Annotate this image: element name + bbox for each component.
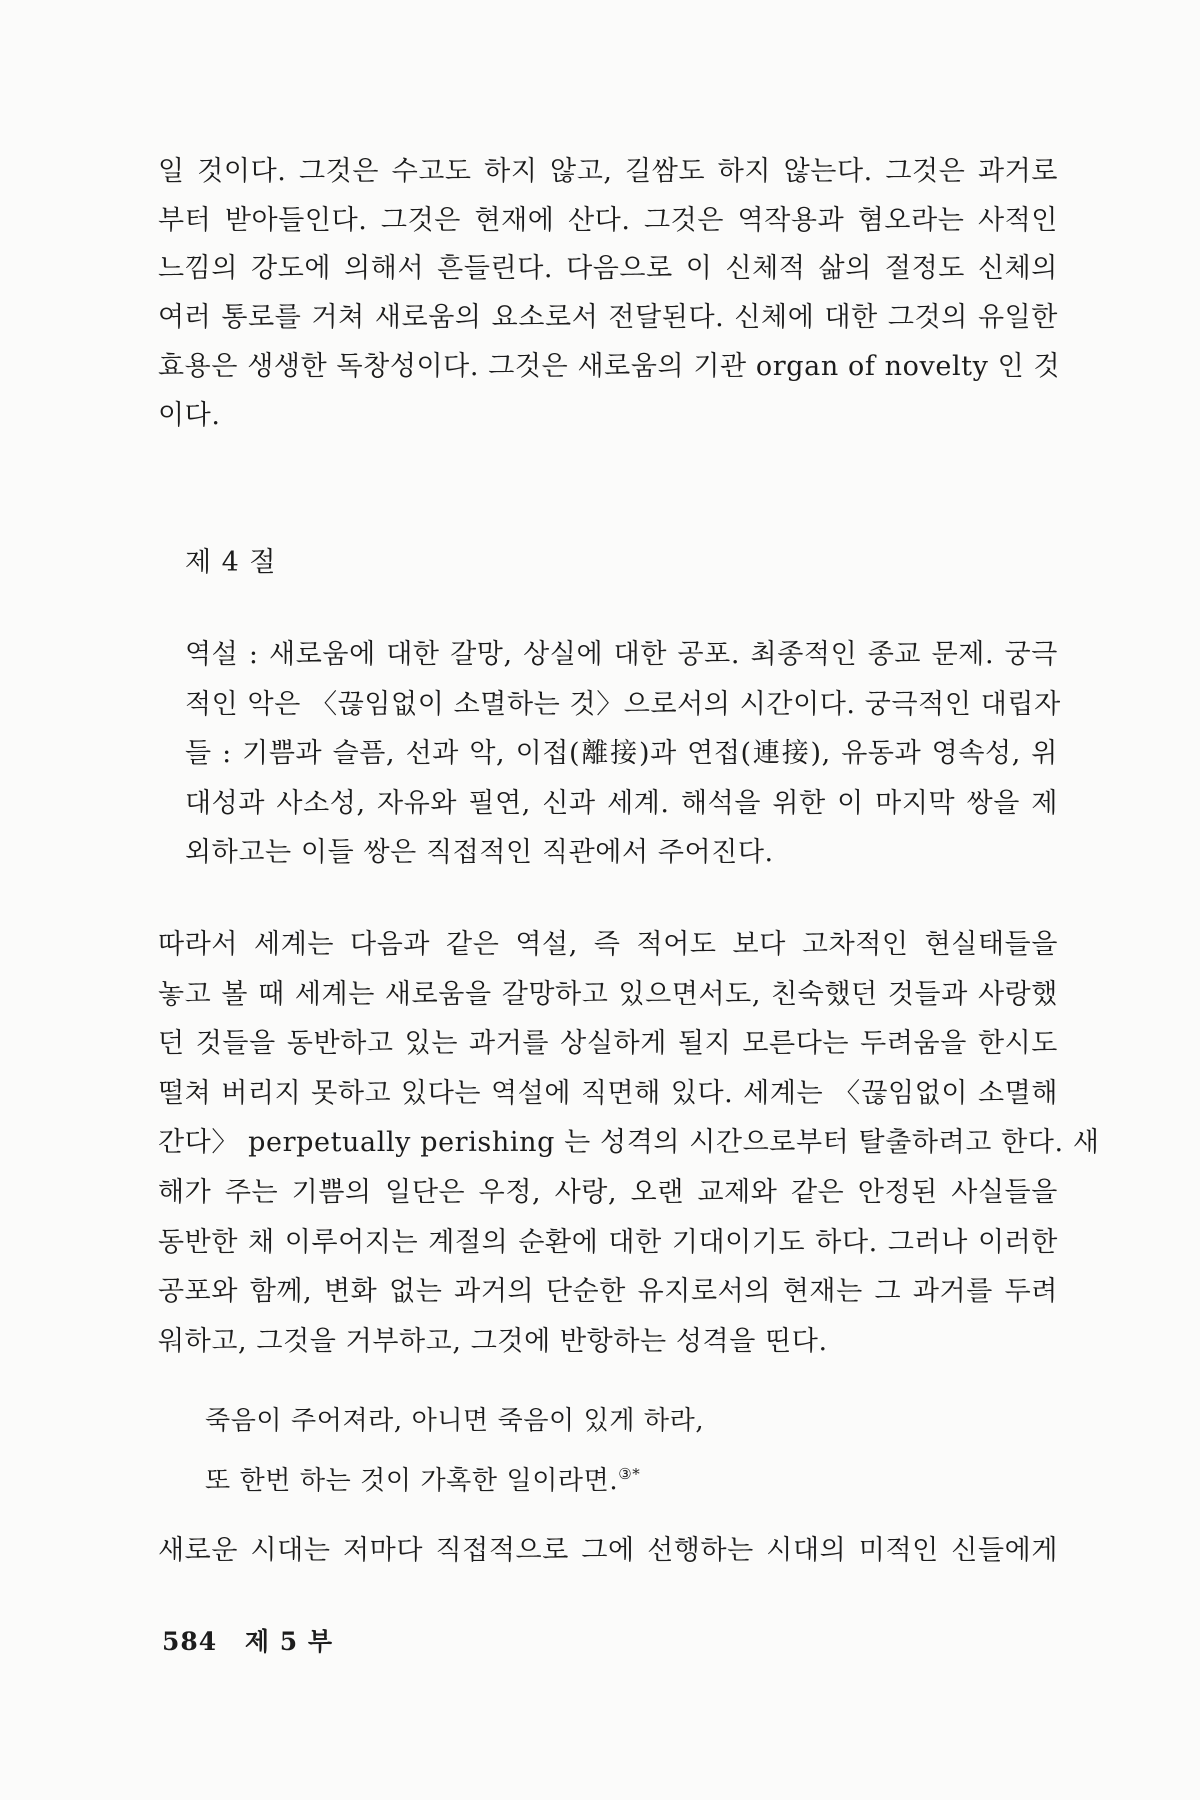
text-line: 떨쳐 버리지 못하고 있다는 역설에 직면해 있다. 세계는 〈끊임없이 소멸해 xyxy=(158,1077,1058,1109)
text-line: 부터 받아들인다. 그것은 현재에 산다. 그것은 역작용과 혐오라는 사적인 xyxy=(158,204,1058,236)
text-line: 새로운 시대는 저마다 직접적으로 그에 선행하는 시대의 미적인 신들에게 xyxy=(158,1535,1058,1566)
text-line: 대성과 사소성, 자유와 필연, 신과 세계. 해석을 위한 이 마지막 쌍을 제 xyxy=(185,787,1058,819)
verse-line xyxy=(205,1448,704,1508)
text-line: 해가 주는 기쁨의 일단은 우정, 사랑, 오랜 교제와 같은 안정된 사실들을 xyxy=(158,1176,1058,1208)
body-paragraph xyxy=(158,920,1100,1366)
part-label: 제 5 부 xyxy=(244,1627,334,1656)
text-line: 공포와 함께, 변화 없는 과거의 단순한 유지로서의 현재는 그 과거를 두려 xyxy=(158,1276,1058,1308)
text-line: 외하고는 이들 쌍은 직접적인 직관에서 주어진다. xyxy=(185,837,774,868)
text-line: 여러 통로를 거쳐 새로움의 요소로서 전달된다. 신체에 대한 그것의 유일한 xyxy=(158,302,1058,334)
footnote-mark: ③* xyxy=(618,1465,641,1483)
section-heading: 제 4 절 xyxy=(185,547,277,578)
text-line: 효용은 생생한 독창성이다. 그것은 새로움의 기관 organ of novelty 인 것 xyxy=(158,350,1061,382)
text-line: 워하고, 그것을 거부하고, 그것에 반항하는 성격을 띤다. xyxy=(158,1325,828,1357)
text-line: 따라서 세계는 다음과 같은 역설, 즉 적어도 보다 고차적인 현실태들을 xyxy=(158,929,1058,960)
text-line: 들 : 기쁨과 슬픔, 선과 악, 이접(離接)과 연접(連接), 유동과 영속성, 위 xyxy=(185,738,1058,769)
page-footer xyxy=(162,1622,333,1658)
text-line: 일 것이다. 그것은 수고도 하지 않고, 길쌈도 하지 않는다. 그것은 과거로 xyxy=(158,156,1058,187)
verse-quote xyxy=(205,1395,704,1508)
text-line: 간다〉 perpetually perishing 는 성격의 시간으로부터 탈출하려고 한다. 새 xyxy=(158,1127,1100,1159)
text-line: 역설 : 새로움에 대한 갈망, 상실에 대한 공포. 최종적인 종교 문제. 궁극 xyxy=(185,639,1058,670)
text-line: 놓고 볼 때 세계는 새로움을 갈망하고 있으면서도, 친숙했던 것들과 사랑했 xyxy=(158,978,1058,1010)
text-line: 이다. xyxy=(158,399,221,431)
intro-paragraph xyxy=(158,148,1061,440)
section-summary xyxy=(185,630,1061,878)
final-paragraph xyxy=(158,1527,1058,1576)
verse-line-text: 또 한번 하는 것이 가혹한 일이라면. xyxy=(205,1466,619,1496)
text-line: 던 것들을 동반하고 있는 과거를 상실하게 될지 모른다는 두려움을 한시도 xyxy=(158,1028,1058,1060)
text-line: 적인 악은 〈끊임없이 소멸하는 것〉으로서의 시간이다. 궁극적인 대립자 xyxy=(185,688,1061,720)
text-line: 동반한 채 이루어지는 계절의 순환에 대한 기대이기도 하다. 그러나 이러한 xyxy=(158,1226,1058,1258)
page-number: 584 xyxy=(162,1627,218,1656)
verse-line: 죽음이 주어져라, 아니면 죽음이 있게 하라, xyxy=(205,1406,705,1436)
text-line: 느낌의 강도에 의해서 흔들린다. 다음으로 이 신체적 삶의 절정도 신체의 xyxy=(158,253,1058,285)
